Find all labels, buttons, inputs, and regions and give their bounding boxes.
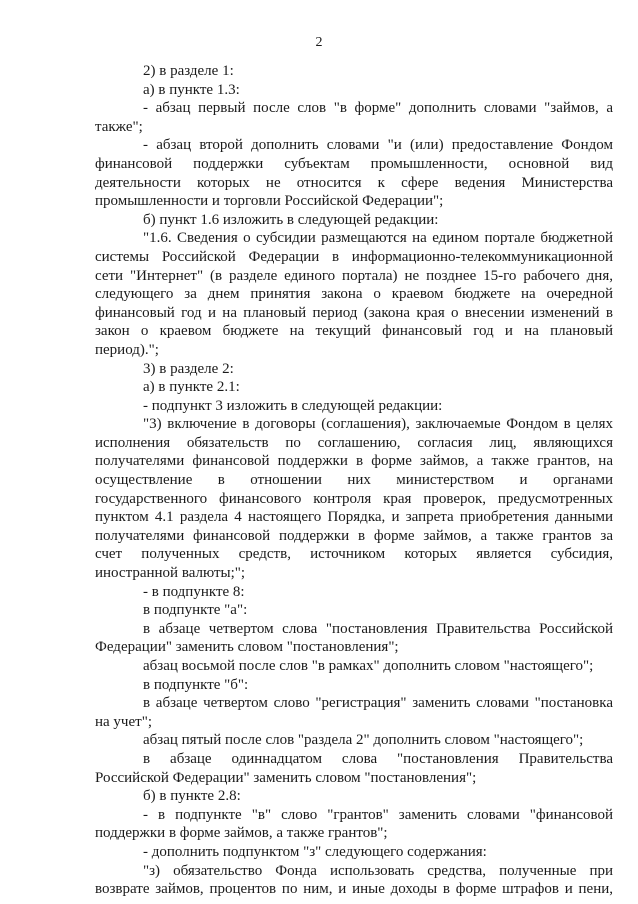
text-line: абзац пятый после слов "раздела 2" дополнить словом "настоящего";: [143, 732, 584, 749]
text-line: б) в пункте 2.8:: [143, 788, 241, 805]
text-line: Российской Федерации" заменить словом "постановления";: [95, 769, 477, 786]
page-number: 2: [315, 35, 323, 50]
text-line: в абзаце одиннадцатом слова "постановления Правительства: [143, 750, 613, 767]
text-line: в абзаце четвертом слова "постановления Правительства Российской: [143, 620, 613, 637]
text-line: "3) включение в договоры (соглашения), заключаемые Фондом в целях: [143, 416, 613, 433]
text-line: - абзац первый после слов "в форме" дополнить словами "займов, а: [143, 100, 613, 117]
text-line: - подпункт 3 изложить в следующей редакции:: [143, 397, 443, 414]
text-line: следующего за днем принятия закона о краевом бюджете на очередной: [95, 286, 613, 303]
text-line: исполнения обязательств по соглашению, согласия лиц, являющихся: [95, 434, 613, 451]
text-line: на учет";: [95, 713, 152, 730]
text-line: б) пункт 1.6 изложить в следующей редакции:: [143, 211, 439, 228]
document-body: [95, 62, 613, 899]
text-line: государственного финансового контроля края проверок, предусмотренных: [95, 490, 613, 507]
text-line: сети "Интернет" (в разделе единого портала) не позднее 15-го рабочего дня,: [95, 267, 613, 284]
text-line: поддержки в форме займов, а также грантов";: [95, 825, 388, 842]
text-line: - дополнить подпунктом "з" следующего содержания:: [143, 843, 487, 860]
text-line: - в подпункте "в" слово "грантов" заменить словами "финансовой: [143, 806, 613, 823]
text-line: 2) в разделе 1:: [143, 63, 234, 79]
text-line: - в подпункте 8:: [143, 583, 245, 600]
text-line: счет полученных средств, источником которых является субсидия,: [95, 546, 613, 563]
text-line: получателями финансовой поддержки в форме займов, а также грантов, на: [95, 453, 613, 470]
text-line: "з) обязательство Фонда использовать средства, полученные при: [143, 862, 613, 879]
text-line: финансовой поддержки субъектам промышленности, основной вид: [95, 155, 613, 172]
text-line: Федерации" заменить словом "постановления";: [95, 639, 399, 656]
text-line: закон о краевом бюджете на текущий финансовый год и на плановый: [95, 323, 613, 340]
text-line: промышленности и торговли Российской Федерации";: [95, 193, 444, 210]
text-line: в абзаце четвертом слово "регистрация" заменить словами "постановка: [143, 695, 613, 712]
text-line: а) в пункте 1.3:: [143, 81, 240, 98]
text-line: системы Российской Федерации в информационно-телекоммуникационной: [95, 248, 613, 265]
text-line: иностранной валюты;";: [95, 565, 246, 582]
text-line: абзац восьмой после слов "в рамках" дополнить словом "настоящего";: [143, 658, 594, 674]
text-line: в подпункте "б":: [143, 676, 249, 693]
text-line: в подпункте "а":: [143, 602, 248, 619]
text-line: "1.6. Сведения о субсидии размещаются на едином портале бюджетной: [143, 230, 613, 247]
text-line: а) в пункте 2.1:: [143, 379, 240, 396]
text-line: получателями финансовой поддержки в форме займов, а также грантов за: [95, 527, 613, 544]
text-line: осуществление в отношении них министерством и органами: [95, 472, 613, 489]
text-line: пунктом 4.1 раздела 4 настоящего Порядка, и запрета приобретения данными: [95, 509, 613, 526]
text-line: период).";: [95, 341, 159, 358]
text-line: 3) в разделе 2:: [143, 360, 234, 377]
text-line: финансовый год и на плановый период (закона края о внесении изменений в: [95, 304, 613, 321]
text-line: возврате займов, процентов по ним, и иные доходы в форме штрафов и пени,: [95, 881, 613, 898]
text-line: также";: [95, 118, 143, 135]
text-line: деятельности которых не относится к сфере ведения Министерства: [95, 174, 613, 191]
text-line: - абзац второй дополнить словами "и (или) предоставление Фондом: [143, 137, 613, 154]
